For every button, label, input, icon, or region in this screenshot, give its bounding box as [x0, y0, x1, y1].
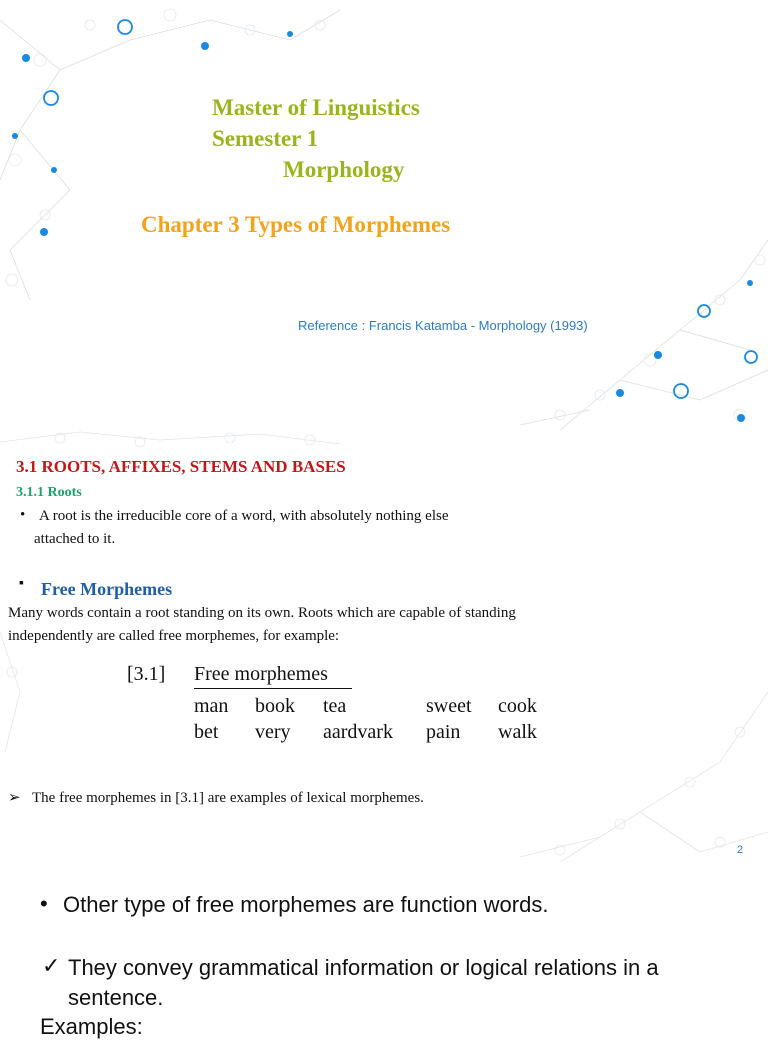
paragraph-line-2: independently are called free morphemes, for example: — [8, 628, 340, 644]
grammatical-info-line-1: They convey grammatical information or logical relations in a — [68, 955, 659, 980]
title-slide — [0, 0, 768, 432]
root-definition-line-2: attached to it. — [34, 531, 116, 547]
examples-label-cut-off: Examples: — [40, 1014, 143, 1039]
figure-number: [3.1] — [127, 663, 166, 685]
reference-text: Reference : Francis Katamba - Morphology (1993) — [298, 318, 588, 333]
figure-cell: very — [255, 721, 291, 743]
figure-title-underline — [194, 688, 352, 689]
section-heading: 3.1 ROOTS, AFFIXES, STEMS AND BASES — [16, 457, 346, 476]
figure-cell: man — [194, 695, 229, 717]
chapter-title: Chapter 3 Types of Morphemes — [141, 212, 451, 237]
subsection-heading: 3.1.1 Roots — [16, 485, 82, 500]
paragraph-line-1: Many words contain a root standing on its own. Roots which are capable of standing — [8, 605, 516, 621]
title-line-3: Morphology — [283, 157, 405, 182]
arrow-bullet-marker: ➢ — [8, 790, 21, 806]
content-slide-function-words — [0, 864, 768, 1039]
title-line-2: Semester 1 — [212, 126, 319, 151]
figure-title: Free morphemes — [194, 663, 328, 685]
figure-cell: pain — [426, 721, 461, 743]
root-definition-line-1: A root is the irreducible core of a word, with absolutely nothing else — [39, 508, 449, 524]
title-line-1: Master of Linguistics — [212, 95, 420, 120]
figure-cell: tea — [323, 695, 347, 717]
figure-cell: book — [255, 695, 295, 717]
figure-cell: sweet — [426, 695, 472, 717]
page-number: 2 — [737, 844, 744, 856]
square-bullet-marker: ▪ — [19, 576, 24, 591]
figure-cell: bet — [194, 721, 219, 743]
figure-cell: walk — [498, 721, 537, 743]
bullet-marker: • — [40, 891, 48, 916]
grammatical-info-line-2: sentence. — [68, 985, 164, 1010]
function-words-bullet: Other type of free morphemes are function words. — [63, 892, 549, 917]
figure-cell: aardvark — [323, 721, 393, 743]
content-slide-roots — [0, 432, 768, 864]
bullet-marker: • — [20, 507, 26, 523]
check-marker: ✓ — [42, 953, 61, 978]
lexical-note: The free morphemes in [3.1] are examples of lexical morphemes. — [32, 790, 424, 806]
figure-cell: cook — [498, 695, 537, 717]
free-morphemes-heading: Free Morphemes — [41, 579, 173, 599]
